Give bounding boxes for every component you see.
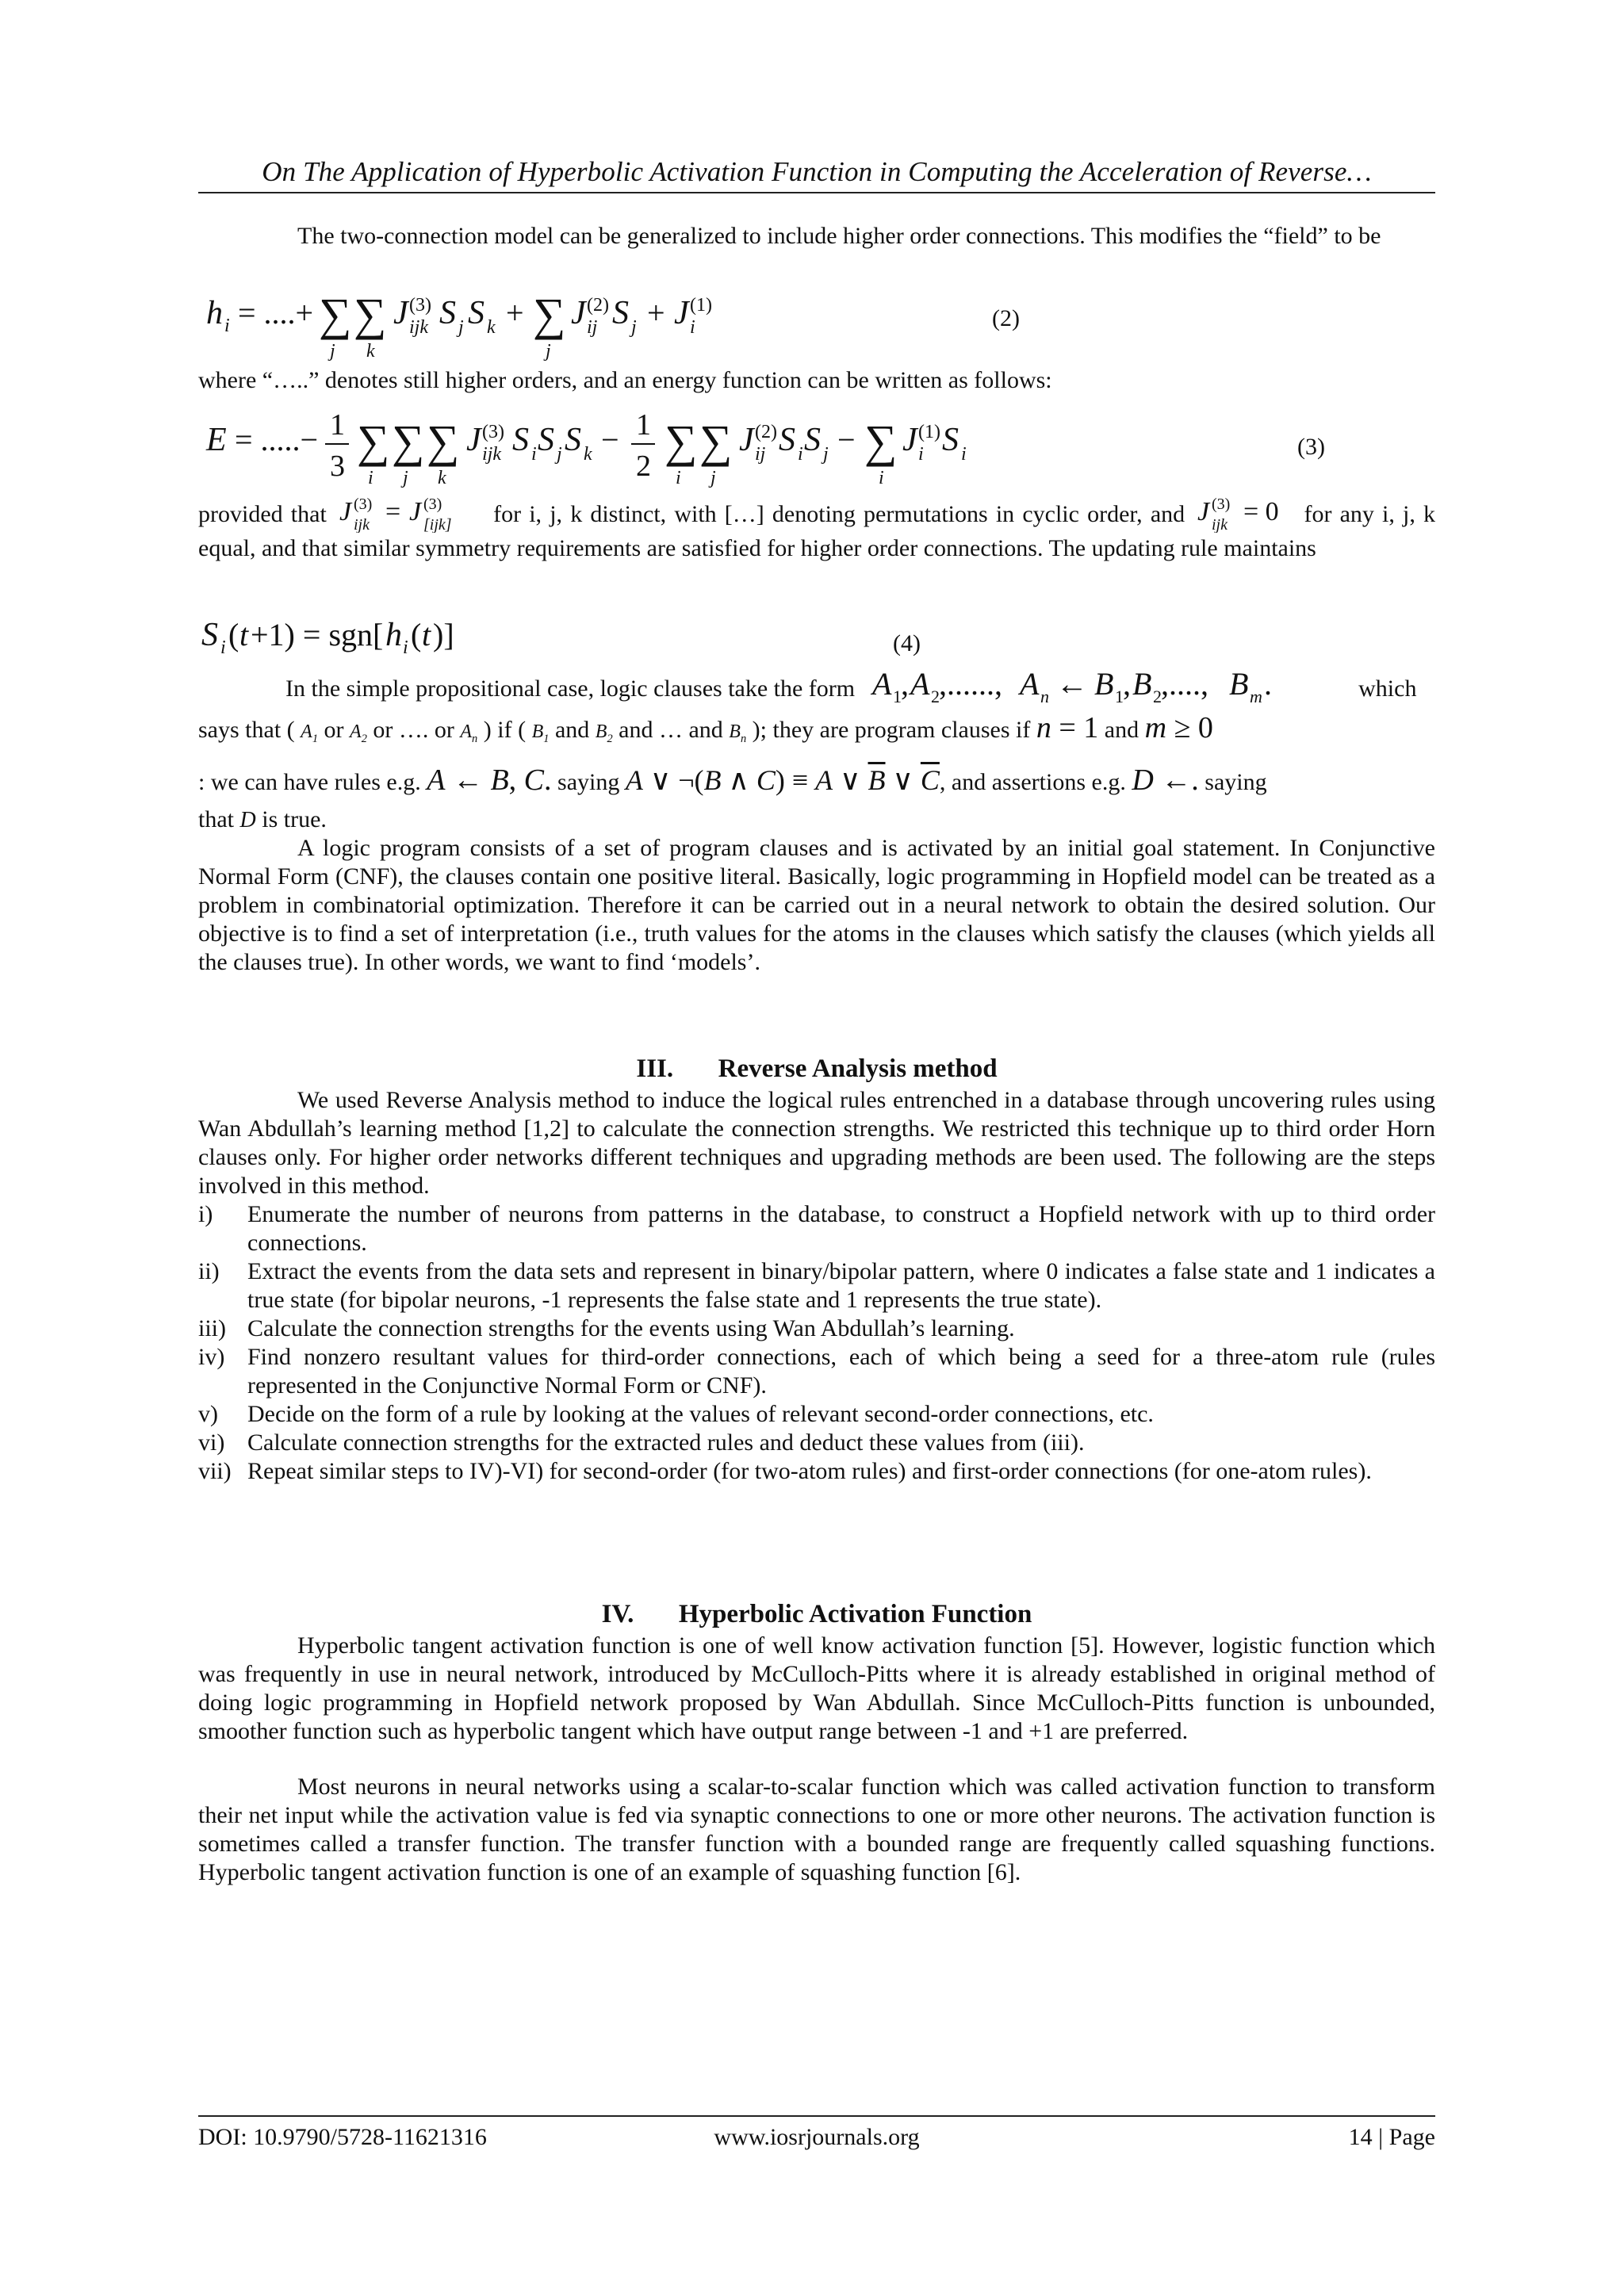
footer-doi: DOI: 10.9790/5728-11621316 xyxy=(198,2124,487,2150)
text-or-dots: or …. or xyxy=(373,717,454,743)
svg-text:+1) = sgn[: +1) = sgn[ xyxy=(251,617,384,652)
svg-text:J: J xyxy=(674,295,689,331)
svg-text:+: + xyxy=(506,295,524,331)
svg-text:B: B xyxy=(1132,666,1152,702)
svg-text:J: J xyxy=(466,422,481,458)
text-if: ) if ( xyxy=(483,717,527,743)
list-item: v) Decide on the form of a rule by looking at the values of relevant second-order connections, etc. xyxy=(198,1401,1154,1427)
svg-text:i: i xyxy=(798,444,803,465)
svg-text:j: j xyxy=(403,468,408,488)
svg-text:j: j xyxy=(557,444,562,465)
svg-text:∑: ∑ xyxy=(699,415,733,467)
svg-text:j: j xyxy=(710,468,716,488)
paragraph-field-intro: The two-connection model can be generalized to include higher order connections. This modifies the “field” to be xyxy=(297,223,1381,249)
svg-text:∑: ∑ xyxy=(354,289,387,340)
svg-text:A: A xyxy=(1019,666,1040,702)
svg-text:h: h xyxy=(385,617,402,653)
svg-text:1: 1 xyxy=(636,408,651,442)
svg-text:=: = xyxy=(385,497,401,526)
formula-j3-zero xyxy=(1193,496,1296,533)
footer-rule xyxy=(198,2115,1435,2117)
svg-text:1: 1 xyxy=(1114,687,1124,706)
svg-text:S: S xyxy=(439,295,456,331)
svg-text:j: j xyxy=(458,317,464,338)
paragraph-rules-example: : we can have rules e.g. A ← B, C. saying A ∨ ¬(B ∧ C) ≡ A ∨ $\overline{B}$ ∨ $\overline{C}$, and assertions e.g. D ←. saying xyxy=(198,763,1267,797)
header-rule xyxy=(198,192,1435,193)
svg-text:1: 1 xyxy=(330,408,345,442)
svg-text:S: S xyxy=(612,295,629,331)
svg-text:(1): (1) xyxy=(918,422,940,442)
svg-text:3: 3 xyxy=(330,450,345,483)
svg-text:S: S xyxy=(201,617,218,653)
svg-text:−: − xyxy=(837,422,856,457)
text-is-true: is true. xyxy=(262,806,327,832)
svg-text:S: S xyxy=(804,422,821,458)
svg-text:j: j xyxy=(330,341,335,362)
svg-text:(3): (3) xyxy=(353,496,373,513)
svg-text:j: j xyxy=(823,444,829,465)
text-saying-1: saying xyxy=(557,769,620,795)
svg-text:2: 2 xyxy=(1152,687,1162,706)
svg-text:k: k xyxy=(487,317,496,338)
svg-text:S: S xyxy=(538,422,554,458)
svg-text:ij: ij xyxy=(587,317,598,338)
svg-text:B: B xyxy=(1094,666,1114,702)
svg-text:j: j xyxy=(631,317,637,338)
svg-text:ijk: ijk xyxy=(409,317,428,338)
svg-text:+: + xyxy=(647,295,665,331)
equation-number-3: (3) xyxy=(1297,434,1325,460)
svg-text:h: h xyxy=(206,295,223,331)
paragraph-hyperbolic: Hyperbolic tangent activation function is one of well know activation function [5]. However, logistic function which was frequently in use in neural network, introduced by McCulloch-Pitts where it is already established in original method of doing logic programming in Hopfield network proposed by Wan Abdullah. Since McCulloch-Pitts function is unbounded, smoother function such as hyperbolic tangent which have output range between -1 and +1 are preferred. xyxy=(198,1632,1435,1744)
section-title-3: Reverse Analysis method xyxy=(718,1054,998,1083)
svg-text:ijk: ijk xyxy=(482,444,501,465)
list-item: ii) Extract the events from the data sets and represent in binary/bipolar pattern, where 0 indicates a false state and 1 indicates a true state (for bipolar neurons, -1 represents the false state and 1 represents the true state). xyxy=(198,1258,1435,1313)
list-item: vi) Calculate connection strengths for the extracted rules and deduct these values from (iii). xyxy=(198,1429,1085,1456)
svg-text:∑: ∑ xyxy=(427,415,460,467)
text-or-1: or xyxy=(324,717,344,743)
svg-text:k: k xyxy=(438,468,446,488)
text-clause-form: In the simple propositional case, logic clauses take the form xyxy=(285,675,856,702)
section-number-4: IV. xyxy=(601,1600,634,1628)
svg-text:,....,: ,...., xyxy=(1160,666,1208,702)
svg-text:B: B xyxy=(1228,666,1249,702)
svg-text:S: S xyxy=(468,295,485,331)
svg-text:ijk: ijk xyxy=(353,516,370,533)
svg-text:m: m xyxy=(1249,687,1262,706)
steps-list xyxy=(198,1200,1435,1486)
svg-text:J: J xyxy=(902,422,917,458)
svg-text:E: E xyxy=(206,422,227,458)
paragraph-squashing: Most neurons in neural networks using a scalar-to-scalar function which was called activation function to transform their net input while the activation value is fed via synaptic connections to one or more other neurons. The activation function is sometimes called a transfer function. The transfer function with a bounded range are frequently called squashing functions. Hyperbolic tangent activation function is one of an example of squashing function [6]. xyxy=(198,1774,1435,1885)
svg-text:ijk: ijk xyxy=(1212,516,1228,533)
svg-text:i: i xyxy=(403,637,408,658)
text-program-clauses: ); they are program clauses if xyxy=(752,717,1031,743)
footer-website: www.iosrjournals.org xyxy=(714,2124,920,2150)
svg-text:∑: ∑ xyxy=(357,415,390,467)
svg-text:i: i xyxy=(879,468,884,488)
running-header: On The Application of Hyperbolic Activation Function in Computing the Acceleration of Reverse… xyxy=(262,156,1372,187)
svg-text:(1): (1) xyxy=(690,295,712,316)
equation-3 xyxy=(198,403,1435,490)
text-says-that: says that ( xyxy=(198,717,295,743)
svg-text:J: J xyxy=(393,295,408,331)
svg-text:ij: ij xyxy=(755,444,766,465)
paragraph-reverse-analysis: We used Reverse Analysis method to induce the logical rules entrenched in a database through uncovering rules using Wan Abdullah’s learning method [1,2] to calculate the connection strengths. We restricted this technique up to third order Horn clauses only. For higher order networks different techniques and upgrading methods are been used. The following are the steps involved in this method. xyxy=(198,1087,1435,1199)
svg-text:(3): (3) xyxy=(409,295,431,316)
svg-text:i: i xyxy=(918,444,924,465)
svg-text:,: , xyxy=(1122,666,1131,702)
svg-text:A: A xyxy=(871,666,892,702)
formula-clause-general xyxy=(861,666,1353,706)
svg-text:= .....−: = .....− xyxy=(235,422,319,457)
svg-text:(3): (3) xyxy=(423,496,442,513)
section-heading-4 xyxy=(198,1598,1435,1630)
svg-text:(2): (2) xyxy=(755,422,777,442)
equation-number-4: (4) xyxy=(893,630,921,656)
svg-text:∑: ∑ xyxy=(319,289,352,340)
svg-text:∑: ∑ xyxy=(392,415,425,467)
list-item: iii) Calculate the connection strengths for the events using Wan Abdullah’s learning. xyxy=(198,1315,1015,1341)
svg-text:,......,: ,......, xyxy=(938,666,1002,702)
svg-text:k: k xyxy=(584,444,592,465)
svg-text:J: J xyxy=(1197,497,1210,526)
section-number-3: III. xyxy=(636,1054,674,1083)
text-which: which xyxy=(1358,675,1417,702)
paragraph-symmetry xyxy=(198,496,1435,564)
list-item: vii) Repeat similar steps to IV)-VI) for second-order (for two-atom rules) and first-order connections (for one-atom rules). xyxy=(198,1458,1372,1484)
list-item: iv) Find nonzero resultant values for third-order connections, each of which being a seed for a three-atom rule (rules represented in the Conjunctive Normal Form or CNF). xyxy=(198,1344,1435,1399)
svg-text:)]: )] xyxy=(433,617,454,652)
footer-page-number: 14 | Page xyxy=(1348,2124,1435,2150)
svg-text:S: S xyxy=(512,422,529,458)
svg-text:A: A xyxy=(910,666,930,702)
svg-text:←: ← xyxy=(1055,666,1088,702)
svg-text:t: t xyxy=(422,617,431,652)
paragraph-energy-intro: where “…..” denotes still higher orders, and an energy function can be written as follows: xyxy=(198,367,1052,393)
svg-text:J: J xyxy=(339,497,352,526)
svg-text:S: S xyxy=(565,422,581,458)
text-and-dots: and … and xyxy=(619,717,723,743)
paragraph-logic-program: A logic program consists of a set of program clauses and is activated by an initial goal statement. In Conjunctive Normal Form (CNF), the clauses contain one positive literal. Basically, logic programming in Hopfield model can be treated as a problem in combinatorial optimization. Therefore it can be carried out in a neural network to obtain the desired solution. Our objective is to find a set of interpretation (i.e., truth values for the atoms in the clauses which satisfy the clauses (which yields all the clauses true). In other words, we want to find ‘models’. xyxy=(198,835,1435,975)
equation-4 xyxy=(198,615,1435,663)
svg-text:(3): (3) xyxy=(1212,496,1231,513)
text-equal-updating: for any i, j, k equal, and that similar symmetry requirements are satisfied for higher order connections. The updating rule maintains xyxy=(198,501,1436,561)
svg-text:J: J xyxy=(739,422,754,458)
svg-text:2: 2 xyxy=(636,450,651,483)
text-and-1: and xyxy=(554,717,590,743)
svg-text:∑: ∑ xyxy=(665,415,698,467)
equation-number-2: (2) xyxy=(992,305,1020,331)
svg-text:(: ( xyxy=(411,617,422,652)
text-rules-eg: : we can have rules e.g. xyxy=(198,769,421,795)
svg-text:= ....+: = ....+ xyxy=(238,295,314,331)
svg-text:i: i xyxy=(676,468,681,488)
section-title-4: Hyperbolic Activation Function xyxy=(678,1600,1032,1628)
svg-text:∑: ∑ xyxy=(533,289,566,340)
svg-text:1: 1 xyxy=(892,687,902,706)
text-and-2: and xyxy=(1104,717,1139,743)
svg-text:i: i xyxy=(224,316,230,336)
svg-text:i: i xyxy=(531,444,537,465)
text-that: that xyxy=(198,806,234,832)
equation-2 xyxy=(198,289,1435,363)
paragraph-d-true: that D is true. xyxy=(198,806,327,832)
svg-text:i: i xyxy=(961,444,967,465)
text-provided-that: provided that xyxy=(198,501,327,527)
svg-text:i: i xyxy=(220,637,226,658)
svg-text:.: . xyxy=(1263,666,1272,702)
svg-text:(2): (2) xyxy=(587,295,609,316)
svg-text:J: J xyxy=(408,497,422,526)
equation-4-formula xyxy=(198,615,674,663)
svg-text:n: n xyxy=(1040,687,1049,706)
paragraph-propositional xyxy=(198,666,1435,706)
list-item: i) Enumerate the number of neurons from patterns in the database, to construct a Hopfield network with up to third order connections. xyxy=(198,1201,1435,1256)
text-saying-2: saying xyxy=(1205,769,1267,795)
equation-3-formula xyxy=(198,403,1435,490)
svg-text:J: J xyxy=(571,295,586,331)
svg-text:i: i xyxy=(368,468,373,488)
svg-text:(: ( xyxy=(228,617,239,652)
paragraph-says-that: says that ( $A_1$ or $A_2$ or …. or $A_n$ ) if ( $B_1$ and $B_2$ and … and $B_n$ ); they are program clauses if n = 1 and m ≥ 0 xyxy=(198,711,1213,745)
svg-text:S: S xyxy=(779,422,795,458)
svg-text:2: 2 xyxy=(930,687,940,706)
svg-text:= 0: = 0 xyxy=(1243,497,1279,526)
svg-text:t: t xyxy=(239,617,249,652)
svg-text:j: j xyxy=(546,341,551,362)
section-heading-3 xyxy=(198,1053,1435,1085)
svg-text:i: i xyxy=(690,317,695,338)
formula-j3-cyclic xyxy=(335,496,485,533)
text-distinct: for i, j, k distinct, with […] denoting permutations in cyclic order, and xyxy=(493,501,1185,527)
svg-text:k: k xyxy=(366,341,375,362)
svg-text:S: S xyxy=(942,422,959,458)
text-assertions: , and assertions e.g. xyxy=(939,769,1126,795)
svg-text:−: − xyxy=(601,422,619,457)
svg-text:,: , xyxy=(900,666,909,702)
svg-text:∑: ∑ xyxy=(864,415,898,467)
equation-2-formula xyxy=(198,289,1071,363)
svg-text:[ijk]: [ijk] xyxy=(423,516,452,533)
svg-text:(3): (3) xyxy=(482,422,504,442)
